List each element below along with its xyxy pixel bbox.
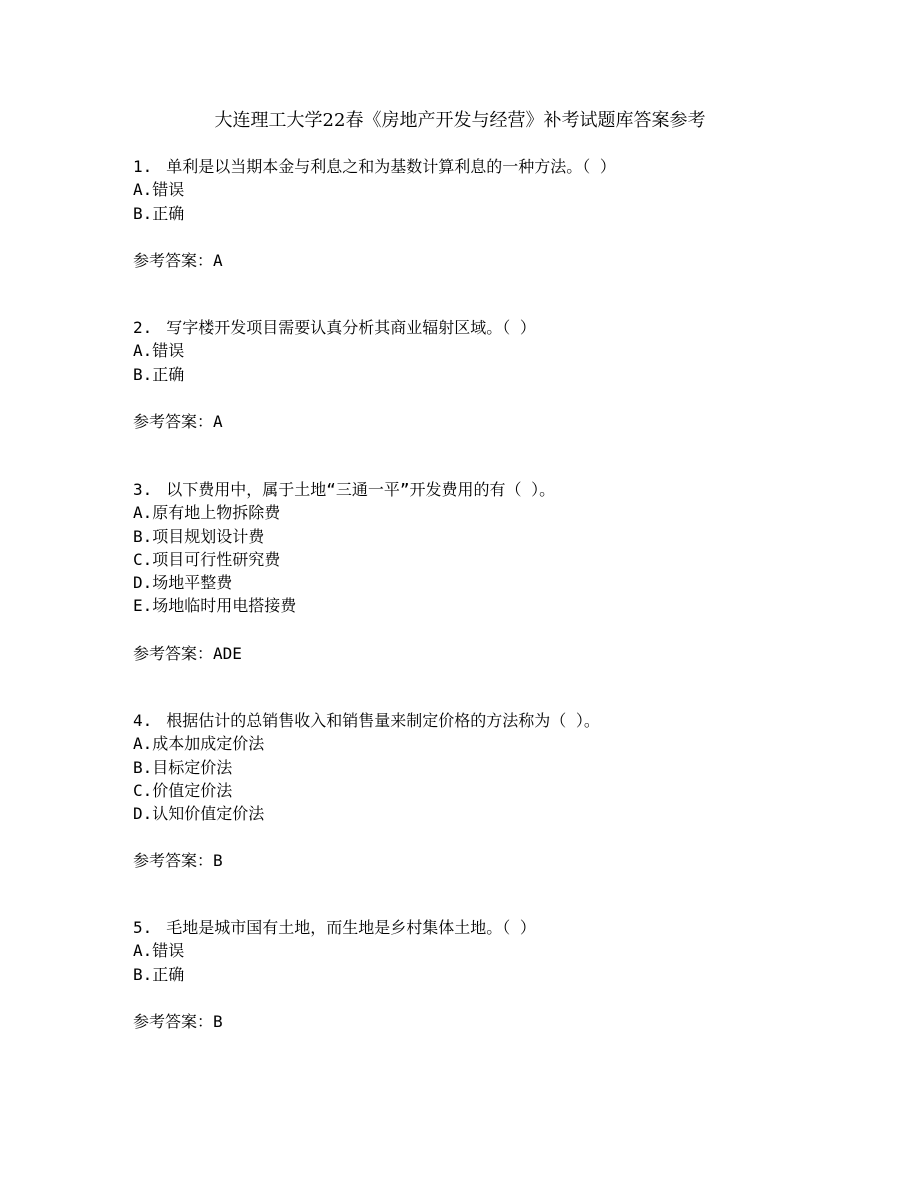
option-a: A.错误: [133, 941, 185, 961]
question-number: 4.: [133, 711, 153, 730]
question-text: 写字楼开发项目需要认真分析其商业辐射区域。（ ）: [166, 318, 536, 337]
question-text: 毛地是城市国有土地，而生地是乡村集体土地。（ ）: [166, 918, 536, 937]
question-3: [133, 478, 833, 665]
option-e: E.场地临时用电搭接费: [133, 596, 297, 616]
question-1: [133, 155, 833, 272]
question-number: 5.: [133, 918, 153, 937]
answer-line: 参考答案：A: [133, 250, 223, 270]
question-number: 2.: [133, 318, 153, 337]
question-stem: [133, 709, 833, 732]
answer-line: 参考答案：B: [133, 1011, 223, 1031]
answer-line: 参考答案：B: [133, 851, 223, 871]
question-5: [133, 916, 833, 1033]
option-a: A.错误: [133, 180, 185, 200]
option-a: A.原有地上物拆除费: [133, 503, 281, 523]
question-number: 3.: [133, 480, 153, 499]
option-a: A.错误: [133, 341, 185, 361]
question-stem: [133, 916, 833, 939]
question-4: [133, 709, 833, 873]
answer-line: 参考答案：ADE: [133, 643, 242, 663]
option-d: D.场地平整费: [133, 573, 233, 593]
option-c: C.项目可行性研究费: [133, 549, 281, 569]
question-number: 1.: [133, 157, 153, 176]
option-d: D.认知价值定价法: [133, 804, 265, 824]
option-b: B.正确: [133, 964, 185, 984]
answer-line: 参考答案：A: [133, 411, 223, 431]
question-text: 根据估计的总销售收入和销售量来制定价格的方法称为（ ）。: [166, 711, 600, 730]
page-title: 大连理工大学22春《房地产开发与经营》补考试题库答案参考: [214, 110, 706, 131]
option-c: C.价值定价法: [133, 780, 233, 800]
option-b: B.正确: [133, 203, 185, 223]
option-b: B.目标定价法: [133, 757, 233, 777]
question-text: 单利是以当期本金与利息之和为基数计算利息的一种方法。（ ）: [166, 157, 616, 176]
option-b: B.项目规划设计费: [133, 526, 265, 546]
question-stem: [133, 155, 833, 178]
option-a: A.成本加成定价法: [133, 734, 265, 754]
question-text: 以下费用中，属于土地“三通一平”开发费用的有（ ）。: [166, 480, 556, 499]
question-stem: [133, 478, 833, 501]
question-stem: [133, 316, 833, 339]
question-2: [133, 316, 833, 433]
option-b: B.正确: [133, 364, 185, 384]
